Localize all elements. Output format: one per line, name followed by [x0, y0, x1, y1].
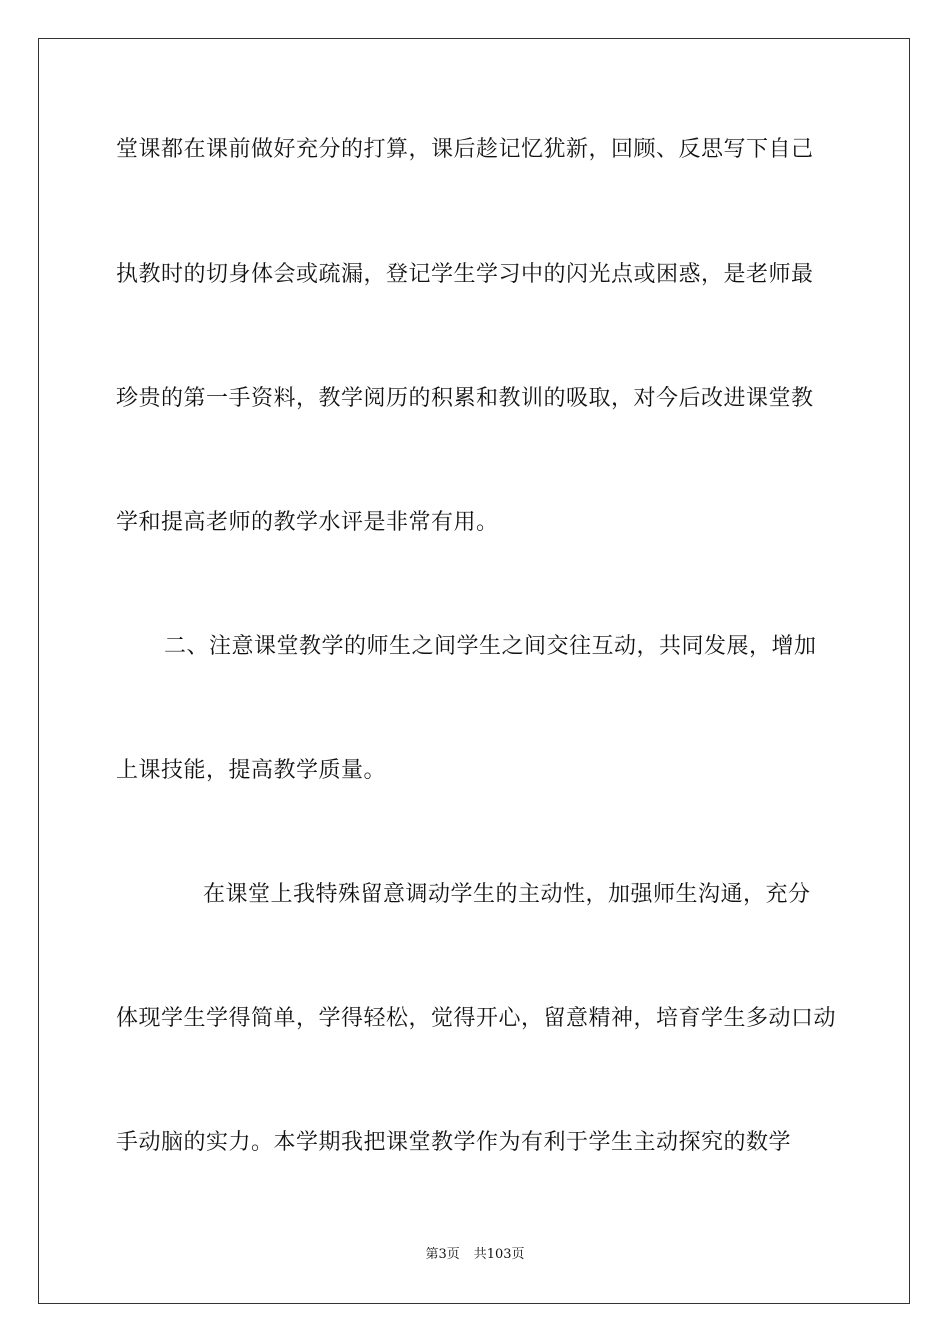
- page-total: 共103页: [473, 1247, 525, 1262]
- text-line: 体现学生学得简单，学得轻松，觉得开心，留意精神，培育学生多动口动: [116, 1006, 837, 1031]
- text-line: 上课技能，提高教学质量。: [116, 758, 387, 783]
- page-footer: [0, 1246, 950, 1264]
- text-line: 珍贵的第一手资料，教学阅历的积累和教训的吸取，对今后改进课堂教: [116, 386, 814, 411]
- page-border: [38, 38, 910, 1304]
- text-line: 执教时的切身体会或疏漏，登记学生学习中的闪光点或困惑，是老师最: [116, 262, 814, 287]
- page-number: 第3页: [425, 1247, 460, 1262]
- text-line: 堂课都在课前做好充分的打算，课后趁记忆犹新，回顾、反思写下自己: [116, 137, 814, 162]
- text-line: 手动脑的实力。本学期我把课堂教学作为有利于学生主动探究的数学: [116, 1130, 792, 1155]
- text-line: 学和提高老师的教学水评是非常有用。: [116, 510, 499, 535]
- text-line-indented: 在课堂上我特殊留意调动学生的主动性，加强师生沟通，充分: [203, 882, 811, 907]
- text-line-indented: 二、注意课堂教学的师生之间学生之间交往互动，共同发展，增加: [164, 634, 817, 659]
